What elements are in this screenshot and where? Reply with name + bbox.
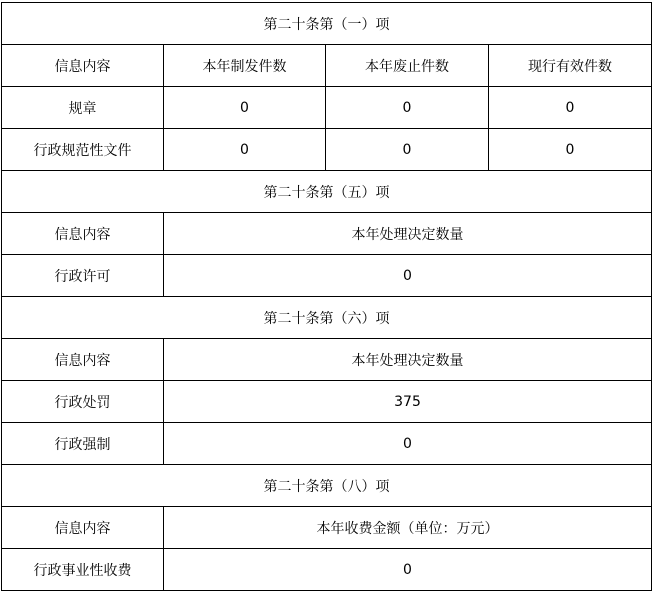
row-label: 行政事业性收费 <box>2 549 164 591</box>
header-cell: 本年处理决定数量 <box>164 339 652 381</box>
header-cell: 信息内容 <box>2 45 164 87</box>
table-row <box>2 87 652 129</box>
section-title-row <box>2 465 652 507</box>
section-title-row <box>2 3 652 45</box>
header-row <box>2 339 652 381</box>
row-label: 行政处罚 <box>2 381 164 423</box>
table-row <box>2 255 652 297</box>
row-label: 行政规范性文件 <box>2 129 164 171</box>
section-title-row <box>2 297 652 339</box>
row-label: 行政强制 <box>2 423 164 465</box>
row-label: 规章 <box>2 87 164 129</box>
header-cell: 现行有效件数 <box>489 45 652 87</box>
header-cell: 本年制发件数 <box>164 45 326 87</box>
section-title: 第二十条第（六）项 <box>2 297 652 339</box>
cell-value: 0 <box>326 129 489 171</box>
header-row <box>2 213 652 255</box>
header-row <box>2 45 652 87</box>
cell-value: 0 <box>164 255 652 297</box>
cell-value: 0 <box>489 87 652 129</box>
cell-value: 0 <box>164 87 326 129</box>
table-row <box>2 129 652 171</box>
row-label: 行政许可 <box>2 255 164 297</box>
section-title: 第二十条第（八）项 <box>2 465 652 507</box>
cell-value: 0 <box>326 87 489 129</box>
table-row <box>2 549 652 591</box>
header-row <box>2 507 652 549</box>
disclosure-table <box>1 2 652 591</box>
table-row <box>2 381 652 423</box>
header-cell: 本年处理决定数量 <box>164 213 652 255</box>
header-cell: 信息内容 <box>2 213 164 255</box>
header-cell: 信息内容 <box>2 507 164 549</box>
cell-value: 0 <box>164 423 652 465</box>
cell-value: 0 <box>489 129 652 171</box>
section-title-row <box>2 171 652 213</box>
section-title: 第二十条第（五）项 <box>2 171 652 213</box>
cell-value: 375 <box>164 381 652 423</box>
header-cell: 信息内容 <box>2 339 164 381</box>
table-row <box>2 423 652 465</box>
cell-value: 0 <box>164 549 652 591</box>
header-cell: 本年废止件数 <box>326 45 489 87</box>
section-title: 第二十条第（一）项 <box>2 3 652 45</box>
header-cell: 本年收费金额（单位：万元） <box>164 507 652 549</box>
cell-value: 0 <box>164 129 326 171</box>
